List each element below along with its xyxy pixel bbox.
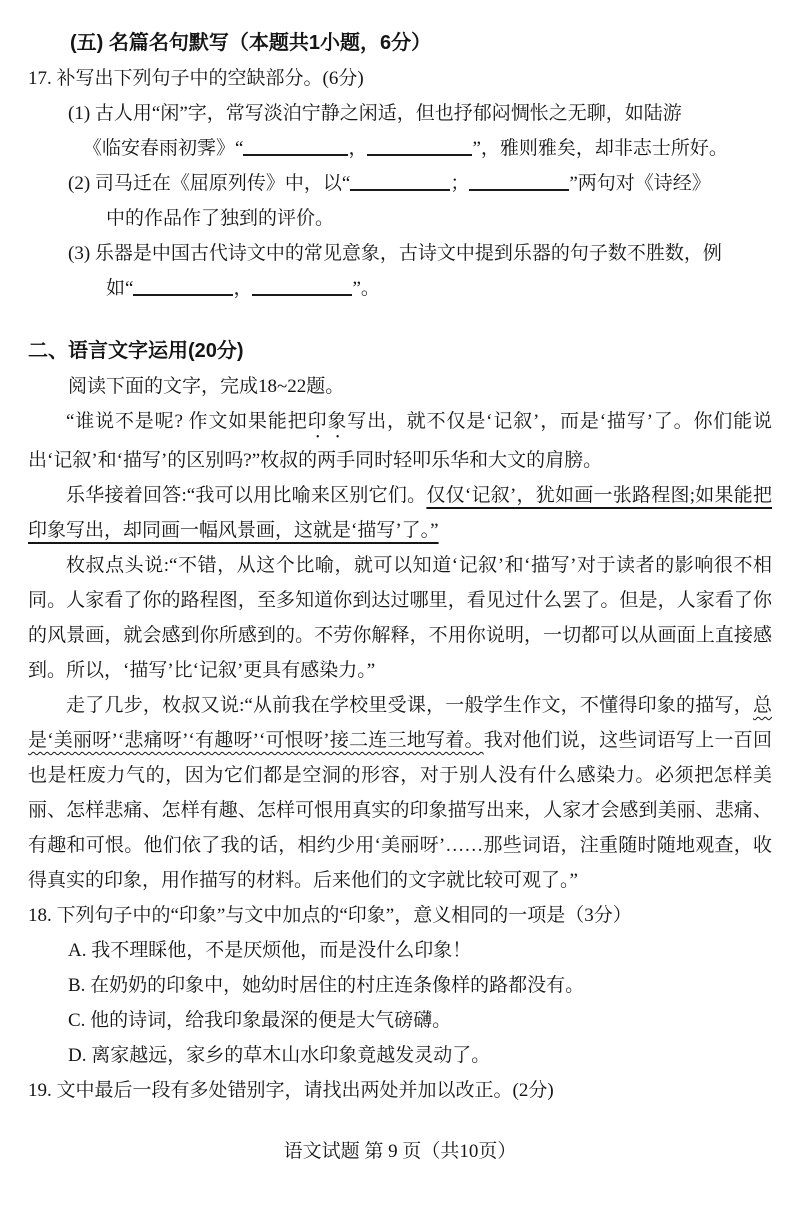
para4-pre: 走了几步，枚叔又说:“从前我在学校里受课，一般学生作文，不懂得印象的描写，	[66, 695, 753, 716]
passage-paragraph-3: 枚叔点头说:“不错，从这个比喻，就可以知道‘记叙’和‘描写’对于读者的影响很不相同。人家看了你的路程图，至多知道你到达过哪里，看见过什么罢了。但是，人家看了你的风景画，就会感到你所感到的。不劳你解释，不用你说明，一切都可以从画面上直接感到。所以，‘描写’比‘记叙’更具有感染力。”	[28, 555, 772, 681]
q17-item2-line2: 中的作品作了独到的评价。	[106, 208, 335, 229]
q17-item3-line2-mid: ，	[233, 278, 253, 299]
answer-blank	[469, 188, 569, 191]
q17-item2-line1-pre: (2) 司马迁在《屈原列传》中，以“	[68, 173, 351, 194]
answer-blank	[133, 293, 233, 296]
para4-wavy-underlined-sentence: 总是‘美丽呀’‘悲痛呀’‘有趣呀’‘可恨呀’接二连三地写着。	[28, 695, 772, 751]
q17-item3-line2-pre: 如“	[106, 278, 134, 299]
answer-blank	[350, 188, 450, 191]
answer-blank	[243, 153, 348, 156]
q17-item1-line2-mid: ，	[348, 138, 368, 159]
q17-item3-line2	[106, 271, 772, 306]
q18-option-d: D. 离家越远，家乡的草木山水印象竟越发灵动了。	[68, 1045, 491, 1066]
q18-option-c: C. 他的诗词，给我印象最深的便是大气磅礴。	[68, 1010, 452, 1031]
q17-item1-line2	[83, 131, 772, 166]
q17-item1-line2-pre: 《临安春雨初霁》“	[83, 138, 244, 159]
para1-emphasized-word: 印象	[307, 411, 348, 432]
para1-pre: “谁说不是呢? 作文如果能把	[66, 411, 308, 432]
para2-underlined-sentence: 仅仅‘记叙’，犹如画一张路程图;如果能把印象写出，却同画一幅风景画，这就是‘描写’了。”	[28, 485, 772, 541]
passage-paragraph-1	[28, 404, 772, 478]
answer-blank	[252, 293, 352, 296]
para2-pre: 乐华接着回答:“我可以用比喻来区别它们。	[66, 485, 427, 506]
q18-option-b: B. 在奶奶的印象中，她幼时居住的村庄连条像样的路都没有。	[68, 975, 585, 996]
q17-item3-line1: (3) 乐器是中国古代诗文中的常见意象，古诗文中提到乐器的句子数不胜数，例	[68, 243, 722, 264]
section5-heading: (五) 名篇名句默写（本题共1小题，6分）	[70, 32, 432, 54]
section2-heading: 二、语言文字运用(20分)	[28, 340, 244, 362]
q17-stem: 17. 补写出下列句子中的空缺部分。(6分)	[28, 68, 364, 89]
passage-paragraph-2	[28, 478, 772, 548]
section2-intro: 阅读下面的文字，完成18~22题。	[68, 376, 345, 397]
q17-item2-line1-mid: ；	[450, 173, 470, 194]
q18-stem: 18. 下列句子中的“印象”与文中加点的“印象”，意义相同的一项是（3分）	[28, 905, 632, 926]
q17-item2-line1-post: ”两句对《诗经》	[569, 173, 711, 194]
passage-paragraph-4	[28, 688, 772, 898]
q17-item1-line2-post: ”，雅则雅矣，却非志士所好。	[472, 138, 728, 159]
page-footer: 语文试题 第 9 页（共10页）	[283, 1141, 517, 1162]
para1-post: 写出，就不仅是‘记叙’，而是‘描写’了。你们能说出‘记叙’和‘描写’的区别吗?”枚叔的两手同时轻叩乐华和大文的肩膀。	[28, 411, 772, 471]
q17-item3-line2-post: ”。	[352, 278, 380, 299]
q17-item2-line1	[68, 166, 772, 201]
q17-item1-line1: (1) 古人用“闲”字，常写淡泊宁静之闲适，但也抒郁闷惆怅之无聊，如陆游	[68, 103, 682, 124]
q18-option-a: A. 我不理睬他，不是厌烦他，而是没什么印象！	[68, 940, 472, 961]
para4-post: 我对他们说，这些词语写上一百回也是枉废力气的，因为它们都是空洞的形容，对于别人没有什么感染力。必须把怎样美丽、怎样悲痛、怎样有趣、怎样可恨用真实的印象描写出来，人家才会感到美丽、悲痛、有趣和可恨。他们依了我的话，相约少用‘美丽呀’……那些词语，注重随时随地观查，收得真实的印象，用作描写的材料。后来他们的文字就比较可观了。”	[28, 730, 772, 891]
answer-blank	[367, 153, 472, 156]
q19-stem: 19. 文中最后一段有多处错别字，请找出两处并加以改正。(2分)	[28, 1080, 554, 1101]
